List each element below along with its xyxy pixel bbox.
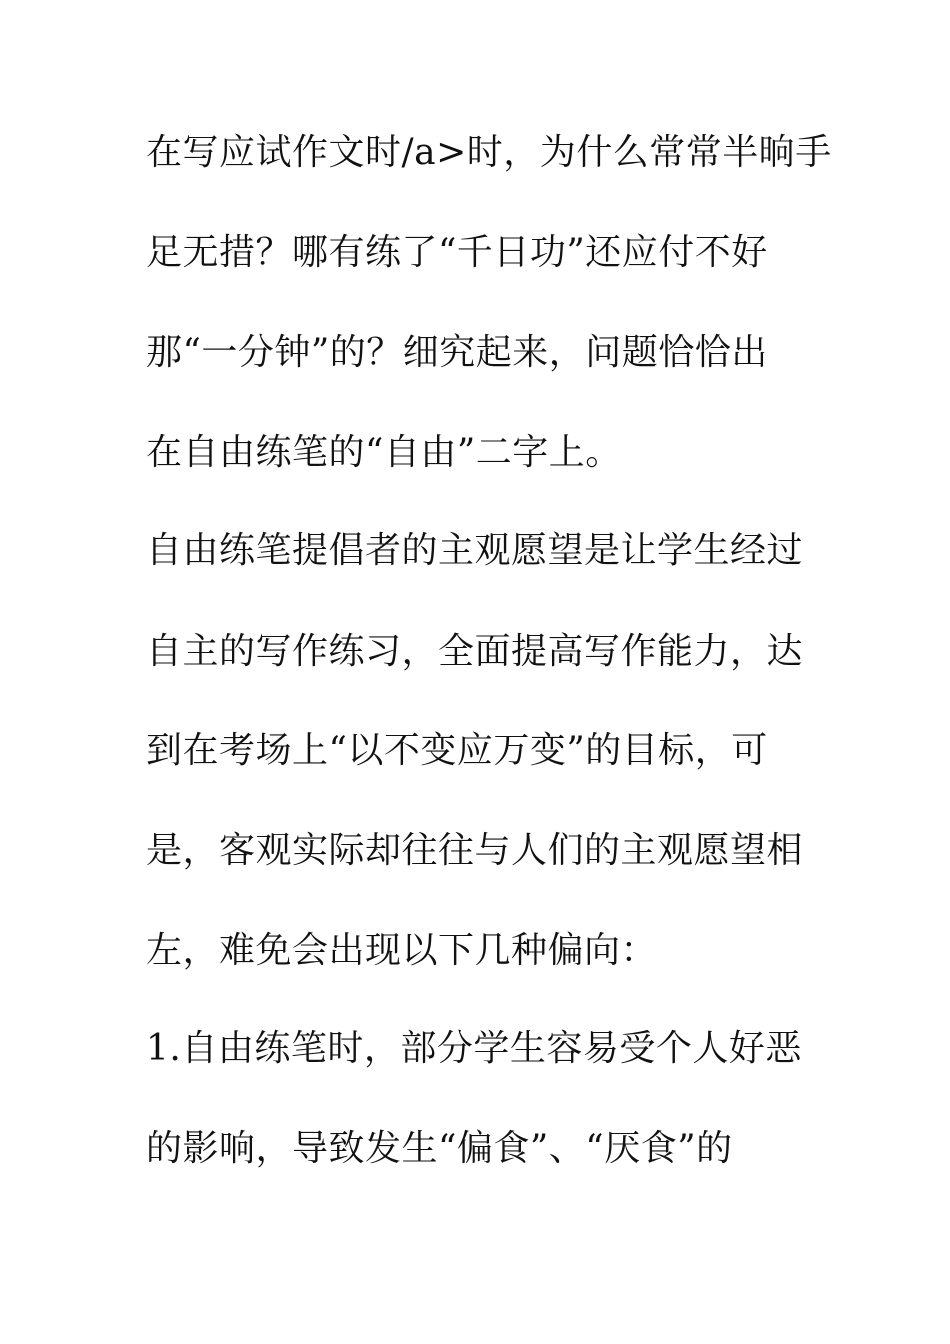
text-line: 足无措？哪有练了“千日功”还应付不好 [146,232,768,273]
text-line: 自由练笔提倡者的主观愿望是让学生经过 [146,530,804,571]
text-line: 左，难免会出现以下几种偏向： [146,930,658,971]
text-line: 是，客观实际却往往与人们的主观愿望相 [146,830,804,871]
text-line: 到在考场上“以不变应万变”的目标，可 [146,730,768,771]
text-line: 自主的写作练习，全面提高写作能力，达 [146,631,804,672]
text-line: 在写应试作文时/a>时，为什么常常半晌手 [146,132,832,173]
text-line: 1.自由练笔时，部分学生容易受个人好恶 [146,1028,802,1069]
text-line: 那“一分钟”的？细究起来，问题恰恰出 [146,332,768,373]
text-line: 在自由练笔的“自由”二字上。 [146,432,622,473]
text-line: 的影响，导致发生“偏食”、“厌食”的 [146,1128,733,1169]
